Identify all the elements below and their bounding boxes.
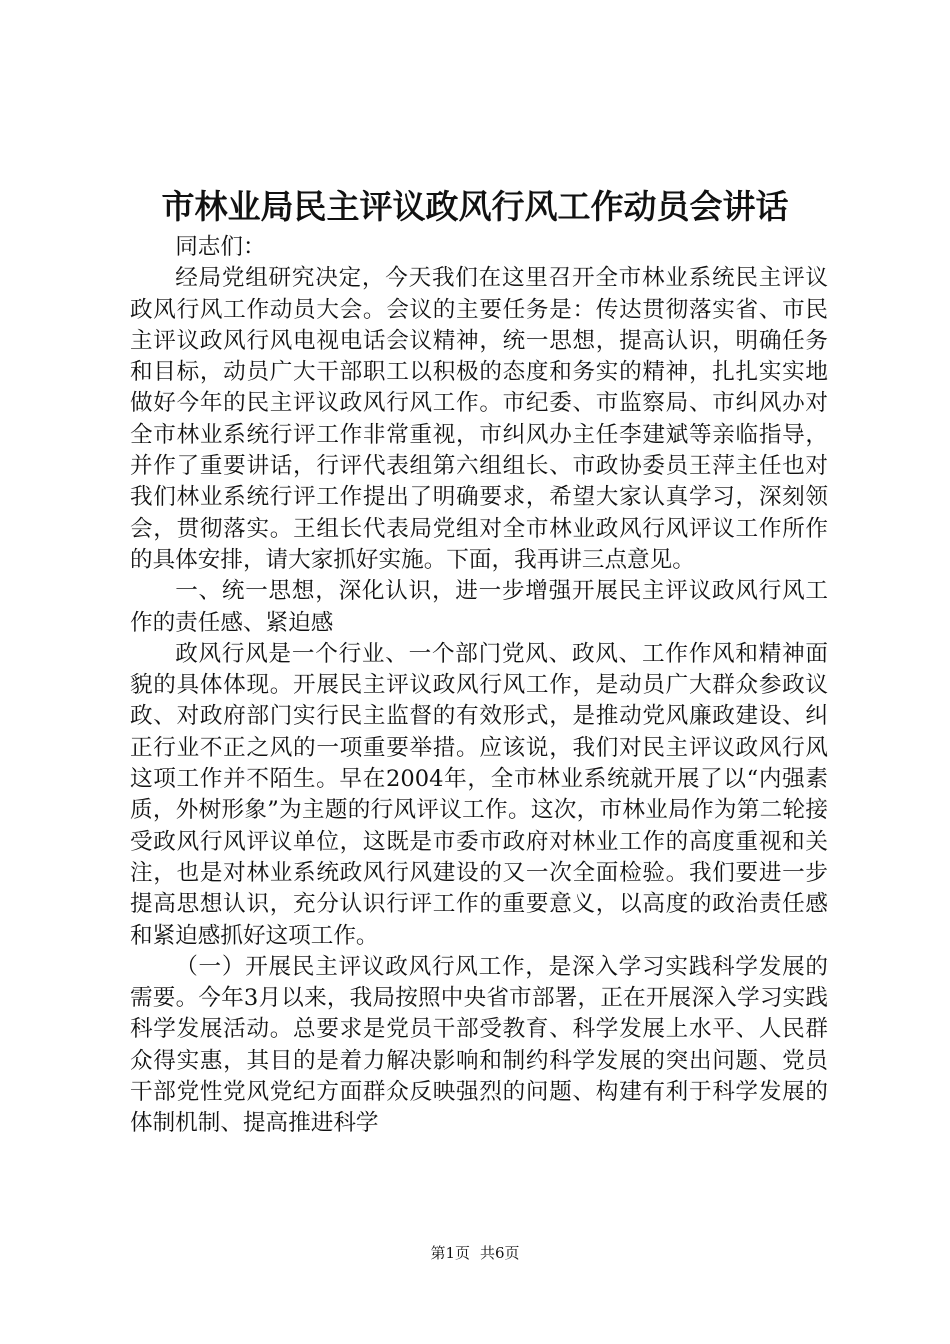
salutation: 同志们： xyxy=(175,234,266,260)
paragraph-subsection-1: （一）开展民主评议政风行风工作，是深入学习实践科学发展的需要。今年3月以来，我局按照中央省市部署，正在开展深入学习实践科学发展活动。总要求是党员干部受教育、科学发展上水平、人民群众得实惠，其目的是着力解决影响和制约科学发展的突出问题、党员干部党性党风党纪方面群众反映强烈的问题、构建有利于科学发展的体制机制、提高推进科学 xyxy=(130,953,828,1137)
document-title: 市林业局民主评议政风行风工作动员会讲话 xyxy=(161,187,789,226)
section-heading-1: 一、统一思想，深化认识，进一步增强开展民主评议政风行风工作的责任感、紧迫感 xyxy=(130,578,828,636)
document-body xyxy=(130,232,828,1140)
paragraph-section-1: 政风行风是一个行业、一个部门党风、政风、工作作风和精神面貌的具体体现。开展民主评议政风行风工作，是动员广大群众参政议政、对政府部门实行民主监督的有效形式，是推动党风廉政建设、纠正行业不正之风的一项重要举措。应该说，我们对民主评议政风行风这项工作并不陌生。早在2004年，全市林业系统就开展了以“内强素质，外树形象”为主题的行风评议工作。这次，市林业局作为第二轮接受政风行风评议单位，这既是市委市政府对林业工作的高度重视和关注，也是对林业系统政风行风建设的又一次全面检验。我们要进一步提高思想认识，充分认识行评工作的重要意义，以高度的政治责任感和紧迫感抓好这项工作。 xyxy=(130,640,828,949)
page-total: 共6页 xyxy=(480,1244,520,1262)
page-footer xyxy=(0,1243,950,1263)
page-number: 第1页 xyxy=(430,1244,470,1262)
paragraph-intro: 经局党组研究决定，今天我们在这里召开全市林业系统民主评议政风行风工作动员大会。会议的主要任务是：传达贯彻落实省、市民主评议政风行风电视电话会议精神，统一思想，提高认识，明确任务和目标，动员广大干部职工以积极的态度和务实的精神，扎扎实实地做好今年的民主评议政风行风工作。市纪委、市监察局、市纠风办对全市林业系统行评工作非常重视，市纠风办主任李建斌等亲临指导，并作了重要讲话，行评代表组第六组组长、市政协委员王萍主任也对我们林业系统行评工作提出了明确要求，希望大家认真学习，深刻领会，贯彻落实。王组长代表局党组对全市林业政风行风评议工作所作的具体安排，请大家抓好实施。下面，我再讲三点意见。 xyxy=(130,265,828,573)
